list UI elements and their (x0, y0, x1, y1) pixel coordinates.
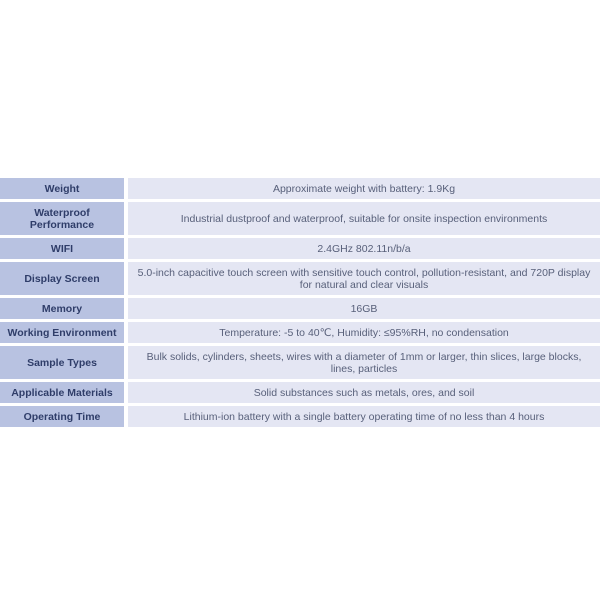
spec-label: WIFI (0, 238, 128, 262)
spec-row-memory (0, 298, 600, 322)
spec-value: 2.4GHz 802.11n/b/a (128, 238, 600, 262)
spec-value: 16GB (128, 298, 600, 322)
spec-value: Bulk solids, cylinders, sheets, wires with a diameter of 1mm or larger, thin slices, large blocks, lines, particles (128, 346, 600, 382)
spec-value: Solid substances such as metals, ores, and soil (128, 382, 600, 406)
spec-table (0, 178, 600, 430)
spec-row-weight (0, 178, 600, 202)
spec-label: Sample Types (0, 346, 128, 382)
spec-row-display-screen (0, 262, 600, 298)
spec-value: Approximate weight with battery: 1.9Kg (128, 178, 600, 202)
spec-value: Temperature: -5 to 40℃, Humidity: ≤95%RH, no condensation (128, 322, 600, 346)
spec-label: Operating Time (0, 406, 128, 430)
spec-row-sample-types (0, 346, 600, 382)
spec-row-working-environment (0, 322, 600, 346)
spec-row-applicable-materials (0, 382, 600, 406)
spec-label: Waterproof Performance (0, 202, 128, 238)
spec-value: 5.0-inch capacitive touch screen with sensitive touch control, pollution-resistant, and 720P display for natural and clear visuals (128, 262, 600, 298)
spec-row-operating-time (0, 406, 600, 430)
spec-label: Display Screen (0, 262, 128, 298)
spec-label: Working Environment (0, 322, 128, 346)
spec-row-waterproof (0, 202, 600, 238)
spec-row-wifi (0, 238, 600, 262)
spec-value: Industrial dustproof and waterproof, suitable for onsite inspection environments (128, 202, 600, 238)
spec-value: Lithium-ion battery with a single battery operating time of no less than 4 hours (128, 406, 600, 430)
spec-label: Weight (0, 178, 128, 202)
spec-label: Memory (0, 298, 128, 322)
spec-label: Applicable Materials (0, 382, 128, 406)
